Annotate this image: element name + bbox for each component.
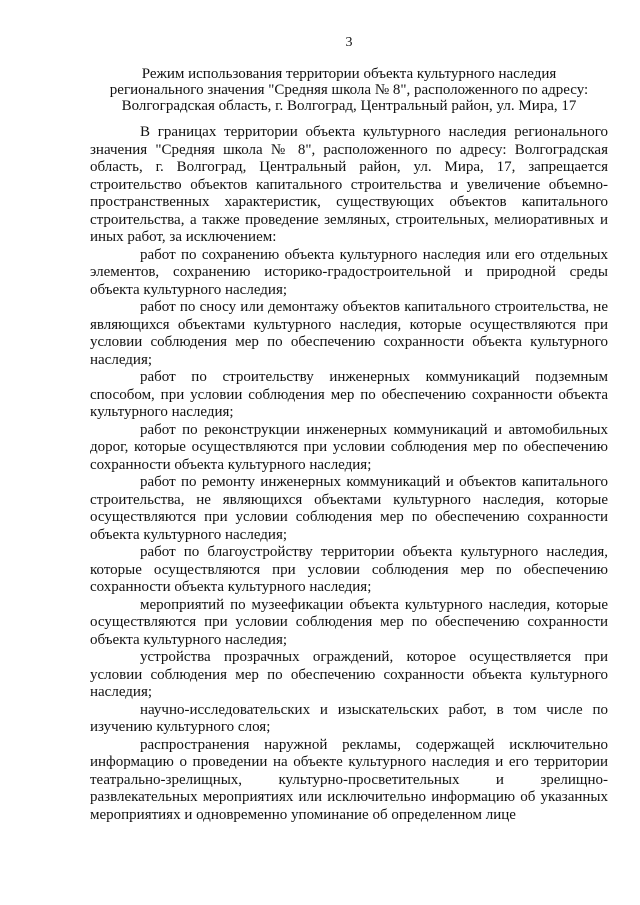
paragraph: работ по реконструкции инженерных коммуникаций и автомобильных дорог, которые осуществляются при условии соблюдения мер по обеспечению сохранности объекта культурного наследия; — [90, 421, 608, 473]
title-line: регионального значения "Средняя школа № 8", расположенного по адресу: — [109, 82, 589, 98]
paragraph: работ по строительству инженерных коммуникаций подземным способом, при условии соблюдения мер по обеспечению сохранности объекта культурного наследия; — [90, 369, 608, 420]
title-line: Волгоградская область, г. Волгоград, Центральный район, ул. Мира, 17 — [121, 98, 577, 114]
paragraph: работ по благоустройству территории объекта культурного наследия, которые осуществляются при условии соблюдения мер по обеспечению сохранности объекта культурного наследия; — [90, 544, 608, 595]
page-number: 3 — [345, 35, 353, 50]
paragraph: работ по сохранению объекта культурного наследия или его отдельных элементов, сохранению историко-градостроительной и природной среды объекта культурного наследия; — [90, 246, 608, 298]
paragraph: работ по ремонту инженерных коммуникаций и объектов капитального строительства, не являющихся объектами культурного наследия, которые осуществляются при условии соблюдения мер по обеспечению сохранности объекта культурного наследия; — [90, 474, 608, 543]
title-line: Режим использования территории объекта культурного наследия — [141, 66, 557, 82]
paragraph: работ по сносу или демонтажу объектов капитального строительства, не являющихся объектами культурного наследия, которые осуществляются при условии соблюдения мер по обеспечению сохранности объекта культурного наследия; — [90, 299, 608, 368]
paragraph: распространения наружной рекламы, содержащей исключительно информацию о проведении на объекте культурного наследия и его территории театрально-зрелищных, культурно-просветительных и зрелищно-развлекательных мероприятиях или исключительно информацию об указанных мероприятиях и одновременно упоминание об определенном лице — [90, 736, 608, 823]
paragraph-intro: В границах территории объекта культурного наследия регионального значения "Средняя школа № 8", расположенного по адресу: Волгоградская область, г. Волгоград, Центральный район, ул. Мира, 17, запрещается строительство объектов капитального строительства и увеличение объемно-пространственных характеристик, существующих объектов капитального строительства, а также проведение земляных, строительных, мелиоративных и иных работ, за исключением: — [90, 124, 608, 245]
paragraph: научно-исследовательских и изыскательских работ, в том числе по изучению культурного слоя; — [90, 701, 608, 735]
document-page — [90, 0, 608, 905]
paragraph: мероприятий по музеефикации объекта культурного наследия, которые осуществляются при условии соблюдения мер по обеспечению сохранности объекта культурного наследия; — [90, 596, 608, 648]
document-title — [90, 66, 608, 114]
document-body — [90, 124, 608, 824]
paragraph: устройства прозрачных ограждений, которое осуществляется при условии соблюдения мер по обеспечению сохранности объекта культурного наследия; — [90, 649, 608, 700]
